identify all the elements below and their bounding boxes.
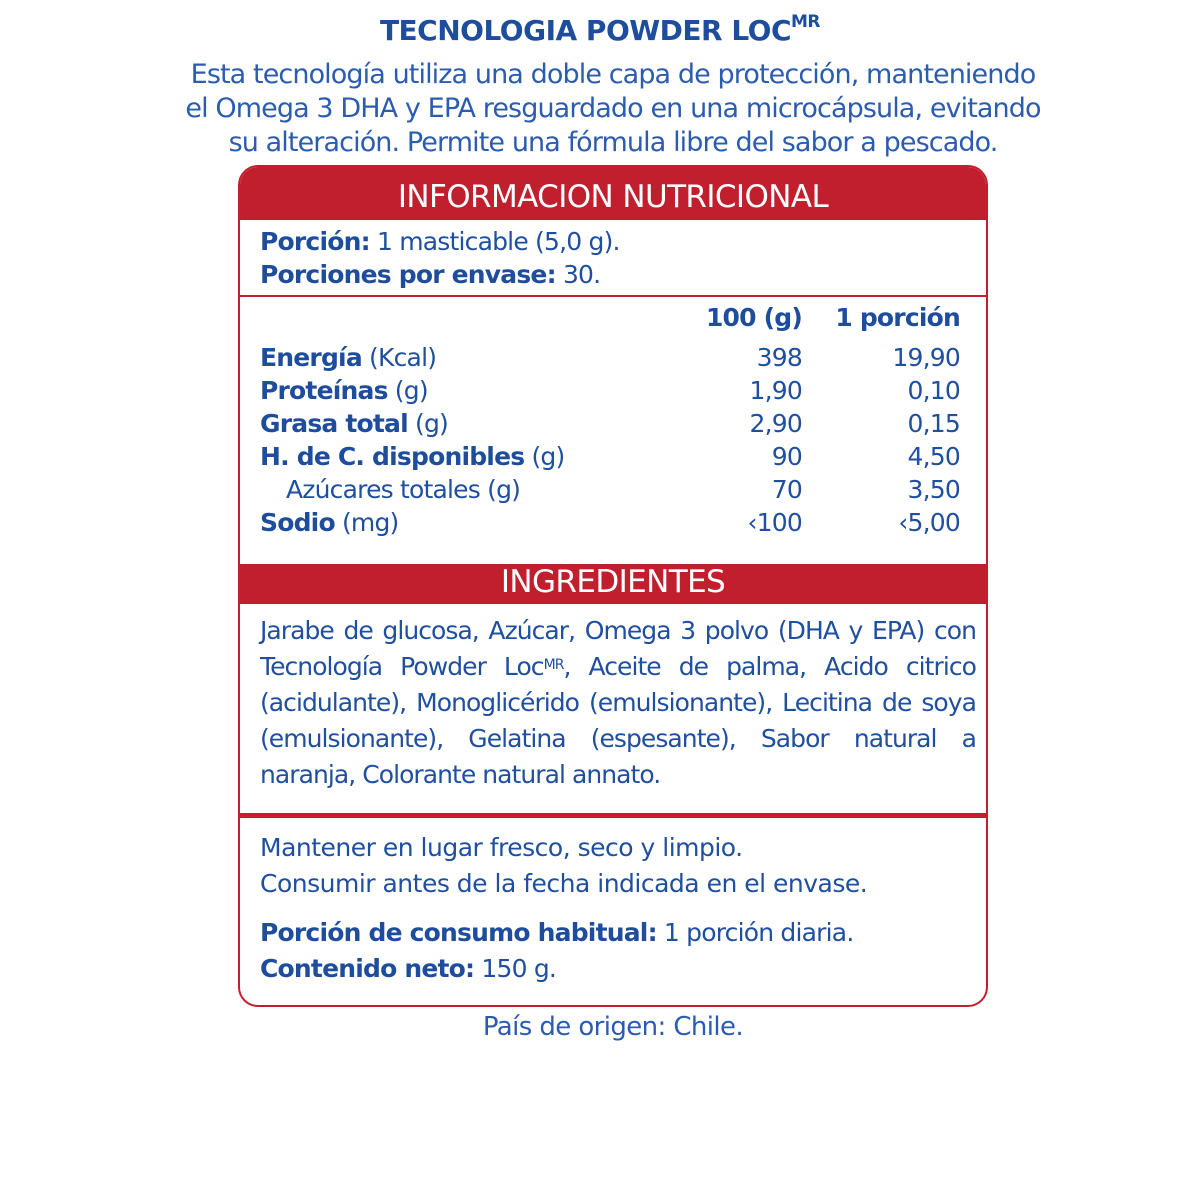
nutrient-label: H. de C. disponibles xyxy=(260,442,525,471)
nutrient-label: Proteínas xyxy=(260,376,388,405)
nutrient-label-sub: Azúcares totales (g) xyxy=(286,475,521,504)
storage-line: Mantener en lugar fresco, seco y limpio. xyxy=(260,833,743,862)
ingredients-part-2: , Aceite de palma, Acido citrico (acidulante), Monoglicérido (emulsionante), Lecitina de soya (emulsionante), Gelatina (espesante), Sabor natural a naranja, Colorante natural annato. xyxy=(260,652,976,789)
habitual-serving-value: 1 porción diaria. xyxy=(656,918,854,947)
value-per-serving: 0,15 xyxy=(907,409,960,438)
nutrition-band-title: INFORMACION NUTRICIONAL xyxy=(240,167,986,220)
ingredients-band-title: INGREDIENTES xyxy=(240,564,986,604)
technology-title xyxy=(0,14,1200,47)
column-header-per-serving: 1 porción xyxy=(835,303,960,332)
serving-size-value: 1 masticable (5,0 g). xyxy=(369,227,620,256)
value-per-100g: ‹100 xyxy=(747,508,802,537)
nutrient-unit: (mg) xyxy=(334,508,399,537)
nutrition-table-header xyxy=(260,301,960,341)
nutrient-label: Energía xyxy=(260,343,362,372)
column-header-nutrient xyxy=(260,301,642,341)
nutrient-name xyxy=(260,374,642,407)
net-content-value: 150 g. xyxy=(474,954,557,983)
nutrient-name xyxy=(260,506,642,539)
trademark-sup: MR xyxy=(543,657,564,673)
thick-divider xyxy=(240,813,986,818)
trademark-sup: MR xyxy=(791,12,821,32)
nutrition-table xyxy=(260,301,960,539)
nutrition-label-card xyxy=(238,165,988,1007)
title-text: TECNOLOGIA POWDER LOC xyxy=(379,14,792,47)
value-per-serving: 3,50 xyxy=(907,475,960,504)
value-per-serving: 19,90 xyxy=(892,343,960,372)
column-header-per-100g: 100 (g) xyxy=(705,303,802,332)
value-per-serving: ‹5,00 xyxy=(898,508,960,537)
value-per-100g: 70 xyxy=(771,475,802,504)
table-row xyxy=(260,473,960,506)
usage-info xyxy=(260,915,853,987)
habitual-serving-label: Porción de consumo habitual: xyxy=(260,918,657,947)
servings-label: Porciones por envase: xyxy=(260,260,556,289)
intro-line: Esta tecnología utiliza una doble capa de protección, manteniendo xyxy=(190,59,1036,90)
servings-value: 30. xyxy=(555,260,601,289)
value-per-serving: 0,10 xyxy=(907,376,960,405)
intro-line: el Omega 3 DHA y EPA resguardado en una microcápsula, evitando xyxy=(185,93,1041,124)
table-row xyxy=(260,341,960,374)
table-row xyxy=(260,407,960,440)
servings-per-container xyxy=(260,258,620,291)
country-of-origin: País de origen: Chile. xyxy=(482,1012,744,1042)
nutrient-label: Grasa total xyxy=(260,409,408,438)
serving-info xyxy=(260,225,620,291)
net-content xyxy=(260,951,853,987)
value-per-serving: 4,50 xyxy=(907,442,960,471)
value-per-100g: 90 xyxy=(771,442,802,471)
nutrient-label: Sodio xyxy=(260,508,335,537)
ingredients-text xyxy=(260,613,976,793)
ingredients-part-1: Jarabe de glucosa, Azúcar, Omega 3 polvo (DHA y EPA) con Tecnología Powder Loc xyxy=(260,616,976,681)
nutrient-name xyxy=(260,440,642,473)
value-per-100g: 2,90 xyxy=(749,409,802,438)
intro-line: su alteración. Permite una fórmula libre del sabor a pescado. xyxy=(228,127,998,158)
nutrient-unit: (g) xyxy=(407,409,449,438)
technology-description xyxy=(0,58,1200,160)
table-row xyxy=(260,506,960,539)
storage-instructions xyxy=(260,830,867,902)
table-row xyxy=(260,374,960,407)
net-content-label: Contenido neto: xyxy=(260,954,475,983)
divider xyxy=(240,295,986,297)
habitual-serving xyxy=(260,915,853,951)
value-per-100g: 398 xyxy=(756,343,802,372)
serving-size-label: Porción: xyxy=(260,227,370,256)
serving-size xyxy=(260,225,620,258)
nutrient-name xyxy=(260,341,642,374)
value-per-100g: 1,90 xyxy=(749,376,802,405)
nutrient-unit: (Kcal) xyxy=(361,343,437,372)
table-row xyxy=(260,440,960,473)
storage-line: Consumir antes de la fecha indicada en el envase. xyxy=(260,869,868,898)
nutrient-unit: (g) xyxy=(387,376,428,405)
nutrient-name xyxy=(260,407,642,440)
nutrient-unit: (g) xyxy=(524,442,565,471)
